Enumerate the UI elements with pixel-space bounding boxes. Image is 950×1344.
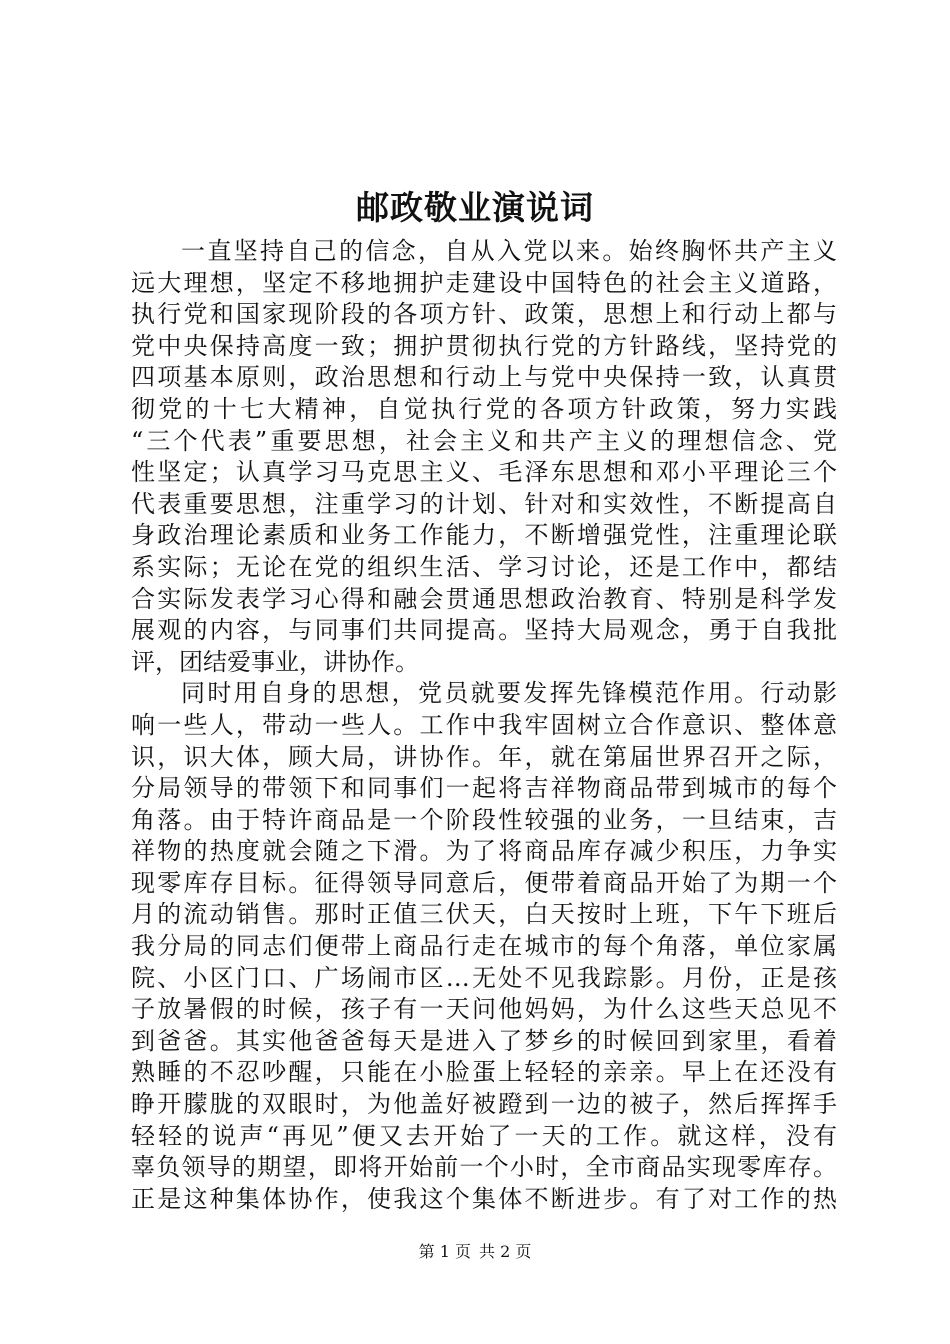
text-line: 身政治理论素质和业务工作能力，不断增强党性，注重理论联 xyxy=(131,521,837,550)
paragraph-1 xyxy=(131,236,837,678)
text-line: 分局领导的带领下和同事们一起将吉祥物商品带到城市的每个 xyxy=(131,774,837,803)
page-footer xyxy=(0,1241,950,1263)
text-line: 系实际；无论在党的组织生活、学习讨论，还是工作中，都结 xyxy=(131,552,837,581)
text-line: 性坚定；认真学习马克思主义、毛泽东思想和邓小平理论三个 xyxy=(131,458,837,487)
text-line: 合实际发表学习心得和融会贯通思想政治教育、特别是科学发 xyxy=(131,584,837,613)
text-line: 月的流动销售。那时正值三伏天，白天按时上班，下午下班后 xyxy=(131,900,837,929)
text-line: 院、小区门口、广场闹市区…无处不见我踪影。月份，正是孩 xyxy=(131,963,837,992)
text-line: 子放暑假的时候，孩子有一天问他妈妈，为什么这些天总见不 xyxy=(131,995,837,1024)
text-line: 现零库存目标。征得领导同意后，便带着商品开始了为期一个 xyxy=(131,868,837,897)
text-line: 一直坚持自己的信念，自从入党以来。始终胸怀共产主义 xyxy=(181,237,837,265)
text-line: 祥物的热度就会随之下滑。为了将商品库存减少积压，力争实 xyxy=(131,837,837,866)
page-total: 共 2 页 xyxy=(479,1242,532,1261)
document-title: 邮政敬业演说词 xyxy=(356,188,594,227)
text-line: 彻党的十七大精神，自觉执行党的各项方针政策，努力实践 xyxy=(131,394,837,423)
text-line: 党中央保持高度一致；拥护贯彻执行党的方针路线，坚持党的 xyxy=(131,331,837,360)
paragraph-2 xyxy=(131,678,837,1215)
text-line: 识，识大体，顾大局，讲协作。年，就在第届世界召开之际， xyxy=(131,742,837,771)
text-line: 我分局的同志们便带上商品行走在城市的每个角落，单位家属 xyxy=(131,932,837,961)
document-body xyxy=(131,236,837,1215)
text-line: 四项基本原则，政治思想和行动上与党中央保持一致，认真贯 xyxy=(131,363,837,392)
text-line: 展观的内容，与同事们共同提高。坚持大局观念，勇于自我批 xyxy=(131,616,837,645)
text-line: 到爸爸。其实他爸爸每天是进入了梦乡的时候回到家里，看着 xyxy=(131,1026,837,1055)
text-line: 正是这种集体协作，使我这个集体不断进步。有了对工作的热 xyxy=(131,1184,837,1213)
text-line: “三个代表”重要思想，社会主义和共产主义的理想信念、党 xyxy=(131,426,837,455)
text-line: 远大理想，坚定不移地拥护走建设中国特色的社会主义道路， xyxy=(131,268,837,297)
text-line: 睁开朦胧的双眼时，为他盖好被蹬到一边的被子，然后挥挥手 xyxy=(131,1090,837,1119)
text-line: 响一些人，带动一些人。工作中我牢固树立合作意识、整体意 xyxy=(131,710,837,739)
text-line: 代表重要思想，注重学习的计划、针对和实效性，不断提高自 xyxy=(131,489,837,518)
text-line: 评，团结爱事业，讲协作。 xyxy=(131,647,419,676)
text-line: 轻轻的说声“再见”便又去开始了一天的工作。就这样，没有 xyxy=(131,1121,837,1150)
text-line: 角落。由于特许商品是一个阶段性较强的业务，一旦结束，吉 xyxy=(131,805,837,834)
text-line: 熟睡的不忍吵醒，只能在小脸蛋上轻轻的亲亲。早上在还没有 xyxy=(131,1058,837,1087)
text-line: 执行党和国家现阶段的各项方针、政策，思想上和行动上都与 xyxy=(131,300,837,329)
text-line: 辜负领导的期望，即将开始前一个小时，全市商品实现零库存。 xyxy=(131,1153,837,1182)
page-number: 第 1 页 xyxy=(418,1242,471,1261)
text-line: 同时用自身的思想，党员就要发挥先锋模范作用。行动影 xyxy=(181,679,837,708)
